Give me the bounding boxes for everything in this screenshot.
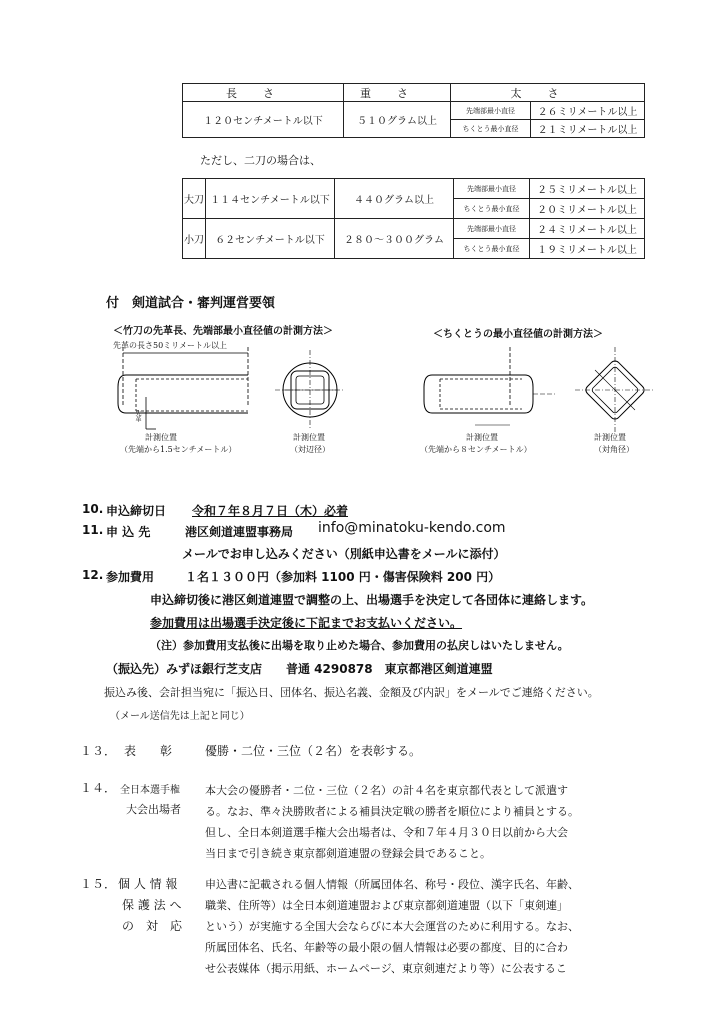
- item15-line: という）が実施する全国大会ならびに本大会運営のために利用する。なお、: [205, 920, 579, 933]
- shoto-tip-label: 先端部最小直径: [454, 219, 530, 239]
- item14-num: １４．: [80, 781, 117, 795]
- weight-cell: ５１０グラム以上: [344, 102, 451, 138]
- item11-label: 申 込 先: [106, 525, 151, 539]
- item15-label2: 保 護 法 へ: [122, 898, 182, 912]
- header-weight: 重さ: [344, 84, 451, 102]
- item11-note: メールでお申し込みください（別紙申込書をメールに添付）: [182, 547, 506, 561]
- item12-line4: 振込み後、会計担当宛に「振込日、団体名、振込名義、金額及び内訳」をメールでご連絡ください。: [104, 686, 599, 699]
- item15-label3: の 対 応: [122, 919, 183, 933]
- left-cap1-b: （先端から1.5センチメートル）: [120, 445, 237, 454]
- right-cap2-b: （対角径）: [594, 445, 634, 454]
- item14-line: 但し、全日本剣道選手権大会出場者は、令和７年４月３０日以前から大会: [205, 826, 568, 839]
- length-cell: １２０センチメートル以下: [183, 102, 344, 138]
- shinai-cross-section-diagram: [275, 345, 345, 435]
- item15-line: せ公表媒体（掲示用紙、ホームページ、東京剣連だより等）に公表するこ: [205, 962, 567, 975]
- daito-chikuto-value: ２０ミリメートル以上: [530, 199, 645, 219]
- spec-table: [182, 83, 645, 138]
- daito-length: １１４センチメートル以下: [206, 179, 335, 219]
- shoto-chikuto-label: ちくとう最小直径: [454, 239, 530, 259]
- nito-note: ただし、二刀の場合は、: [200, 154, 321, 167]
- right-cap1-a: 計測位置: [466, 433, 498, 442]
- chikuto-cross-section-diagram: [575, 345, 655, 435]
- header-length: 長さ: [183, 84, 344, 102]
- spec-row: [183, 102, 645, 120]
- item14-line: る。なお、準々決勝敗者による補員決定戦の勝者を順位により補員とする。: [205, 805, 579, 818]
- item10-label: 申込締切日: [106, 504, 167, 518]
- daito-tip-value: ２５ミリメートル以上: [530, 179, 645, 199]
- item15-num: １５．: [80, 877, 117, 891]
- deadline-value: 令和７年８月７日（木）必着: [192, 504, 349, 518]
- item12-line5: （メール送信先は上記と同じ）: [110, 711, 250, 722]
- left-cap2-b: （対辺径）: [290, 445, 330, 454]
- daito-tip-label: 先端部最小直径: [454, 179, 530, 199]
- item13-label: 表 彰: [124, 744, 173, 758]
- item11-num: 11.: [82, 523, 104, 537]
- chikuto-value: ２１ミリメートル以上: [531, 120, 645, 138]
- item13-text: 優勝・二位・三位（２名）を表彰する。: [205, 744, 422, 758]
- item14-line: 本大会の優勝者・二位・三位（２名）の計４名を東京都代表として派遣す: [205, 784, 568, 797]
- shoto-weight: ２８０～３００グラム: [335, 219, 454, 259]
- nito-table: [182, 178, 645, 259]
- item12-num: 12.: [82, 568, 104, 582]
- item14-line: 当日まで引き続き東京都剣道連盟の登録会員であること。: [205, 847, 491, 860]
- shoto-chikuto-value: １９ミリメートル以上: [530, 239, 645, 259]
- nito-row: [183, 179, 645, 199]
- item15-label1: 個 人 情 報: [118, 877, 178, 891]
- item15-line: 職業、住所等）は全日本剣道連盟および東京都剣道連盟（以下「東剣連」: [205, 899, 568, 912]
- chikuto-label: ちくとう最小直径: [451, 120, 531, 138]
- shoto-tip-value: ２４ミリメートル以上: [530, 219, 645, 239]
- daito-weight: ４４０グラム以上: [335, 179, 454, 219]
- item14-body: [205, 780, 579, 864]
- item15-line: 申込書に記載される個人情報（所属団体名、称号・段位、漢字氏名、年齢、: [205, 878, 579, 891]
- item12-label: 参加費用: [106, 570, 155, 584]
- right-cap1-b: （先端から８センチメートル）: [420, 445, 532, 454]
- left-diagram-title: ＜竹刀の先革長、先端部最小直径値の計測方法＞: [113, 326, 333, 337]
- org-name: 港区剣道連盟事務局: [185, 525, 294, 539]
- item14-label1: 全日本選手権: [120, 785, 180, 796]
- spec-header-row: [183, 84, 645, 102]
- fee-value: １名１３００円（参加料 1100 円・傷害保険料 200 円）: [185, 570, 501, 584]
- right-cap2-a: 計測位置: [594, 433, 626, 442]
- tip-value: ２６ミリメートル以上: [531, 102, 645, 120]
- item12-line2: 参加費用は出場選手決定後に下記までお支払いください。: [150, 616, 463, 630]
- shoto-length: ６２センチメートル以下: [206, 219, 335, 259]
- right-diagram-title: ＜ちくとうの最小直径値の計測方法＞: [433, 329, 603, 340]
- sakigawa-side-mark: 先革: [134, 410, 141, 422]
- contact-email[interactable]: info@minatoku-kendo.com: [318, 520, 506, 536]
- daito-name: 大刀: [183, 179, 206, 219]
- sakigawa-label: 先革の長さ50ミリメートル以上: [113, 341, 228, 350]
- chikuto-side-diagram: [410, 345, 560, 435]
- tip-label: 先端部最小直径: [451, 102, 531, 120]
- item14-label2: 大会出場者: [126, 803, 181, 816]
- item12-line3: （注）参加費用支払後に出場を取り止めた場合、参加費用の払戻しはいたしません。: [150, 639, 569, 652]
- left-cap1-a: 計測位置: [145, 433, 177, 442]
- bank-info: （振込先）みずほ銀行芝支店 普通 4290878 東京都港区剣道連盟: [106, 662, 493, 676]
- item12-line1: 申込締切後に港区剣道連盟で調整の上、出場選手を決定して各団体に連絡します。: [150, 593, 594, 607]
- shoto-name: 小刀: [183, 219, 206, 259]
- item10-num: 10.: [82, 502, 104, 516]
- section-title: 付 剣道試合・審判運営要領: [106, 296, 276, 311]
- daito-chikuto-label: ちくとう最小直径: [454, 199, 530, 219]
- item15-body: [205, 874, 579, 979]
- nito-row: [183, 219, 645, 239]
- left-cap2-a: 計測位置: [293, 433, 325, 442]
- item13-num: １３．: [80, 744, 117, 758]
- item15-line: 所属団体名、氏名、年齢等の最小限の個人情報は必要の都度、目的に合わ: [205, 941, 568, 954]
- header-thickness: 太さ: [451, 84, 645, 102]
